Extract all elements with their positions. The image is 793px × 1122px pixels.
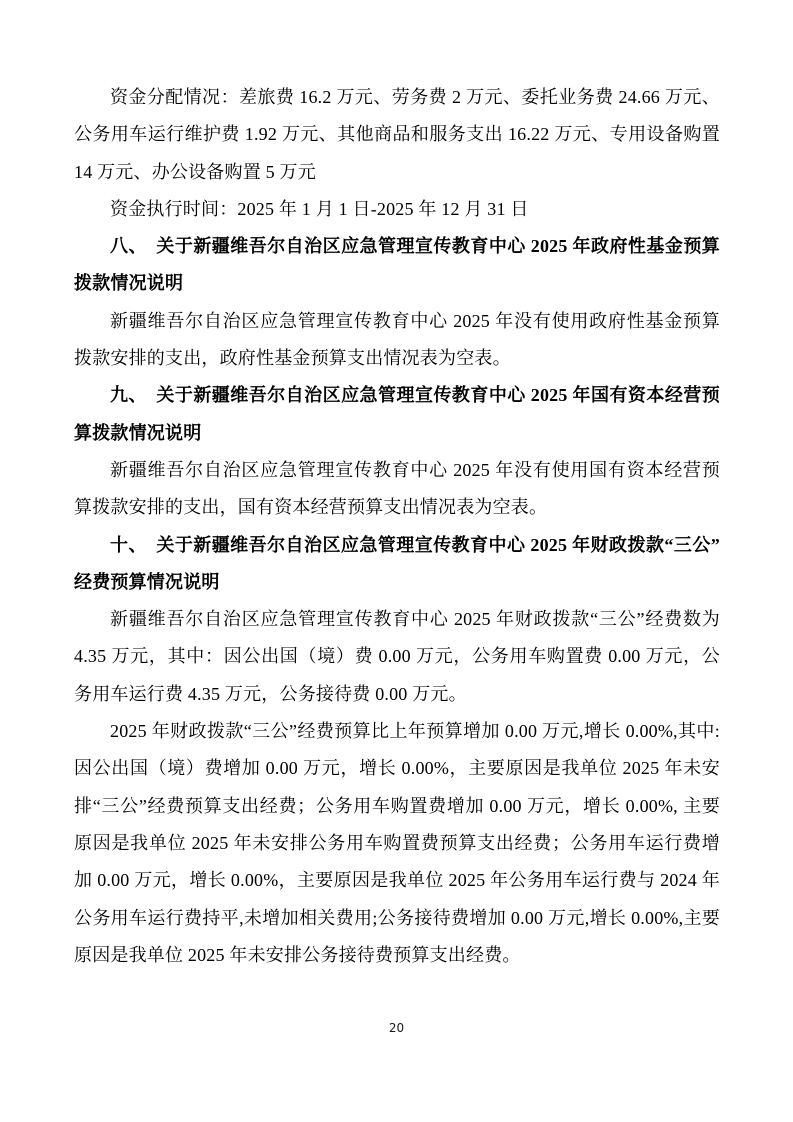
paragraph-section-8-body: 新疆维吾尔自治区应急管理宣传教育中心 2025 年没有使用政府性基金预算拨款安排的支出，政府性基金预算支出情况表为空表。 (74, 310, 720, 369)
paragraph-fund-execution-time: 资金执行时间：2025 年 1 月 1 日-2025 年 12 月 31 日 (110, 198, 529, 219)
paragraph-section-10-body-1: 新疆维吾尔自治区应急管理宣传教育中心 2025 年财政拨款“三公”经费数为 4.35 万元，其中：因公出国（境）费 0.00 万元，公务用车购置费 0.00 万元，公务用车运行费 4.35 万元，公务接待费 0.00 万元。 (74, 609, 720, 704)
section-heading-10-three-public-expenses: 十、 关于新疆维吾尔自治区应急管理宣传教育中心 2025 年财政拨款“三公”经费预算情况说明 (74, 534, 720, 592)
document-body (74, 79, 720, 974)
paragraph-section-10-body-2: 2025 年财政拨款“三公”经费预算比上年预算增加 0.00 万元,增长 0.00%,其中: 因公出国（境）费增加 0.00 万元，增长 0.00%，主要原因是我单位 2025 年未安排“三公”经费预算支出经费；公务用车购置费增加 0.00 万元，增长 0.00%, 主要原因是我单位 2025 年未安排公务用车购置费预算支出经费；公务用车运行费增加 0.00 万元，增长 0.00%，主要原因是我单位 2025 年公务用车运行费与 2024 年公务用车运行费持平,未增加相关费用;公务接待费增加 0.00 万元,增长 0.00%,主要原因是我单位 2025 年未安排公务接待费预算支出经费。 (74, 721, 720, 965)
page-number: 20 (388, 1021, 405, 1035)
section-heading-8-government-fund-budget: 八、 关于新疆维吾尔自治区应急管理宣传教育中心 2025 年政府性基金预算拨款情况说明 (74, 236, 720, 294)
paragraph-fund-allocation: 资金分配情况：差旅费 16.2 万元、劳务费 2 万元、委托业务费 24.66 万元、公务用车运行维护费 1.92 万元、其他商品和服务支出 16.22 万元、专用设备购置 14 万元、办公设备购置 5 万元 (74, 87, 720, 182)
paragraph-section-9-body: 新疆维吾尔自治区应急管理宣传教育中心 2025 年没有使用国有资本经营预算拨款安排的支出，国有资本经营预算支出情况表为空表。 (74, 459, 720, 518)
page-footer (0, 1019, 793, 1037)
section-heading-9-state-capital-budget: 九、 关于新疆维吾尔自治区应急管理宣传教育中心 2025 年国有资本经营预算拨款情况说明 (74, 385, 720, 443)
